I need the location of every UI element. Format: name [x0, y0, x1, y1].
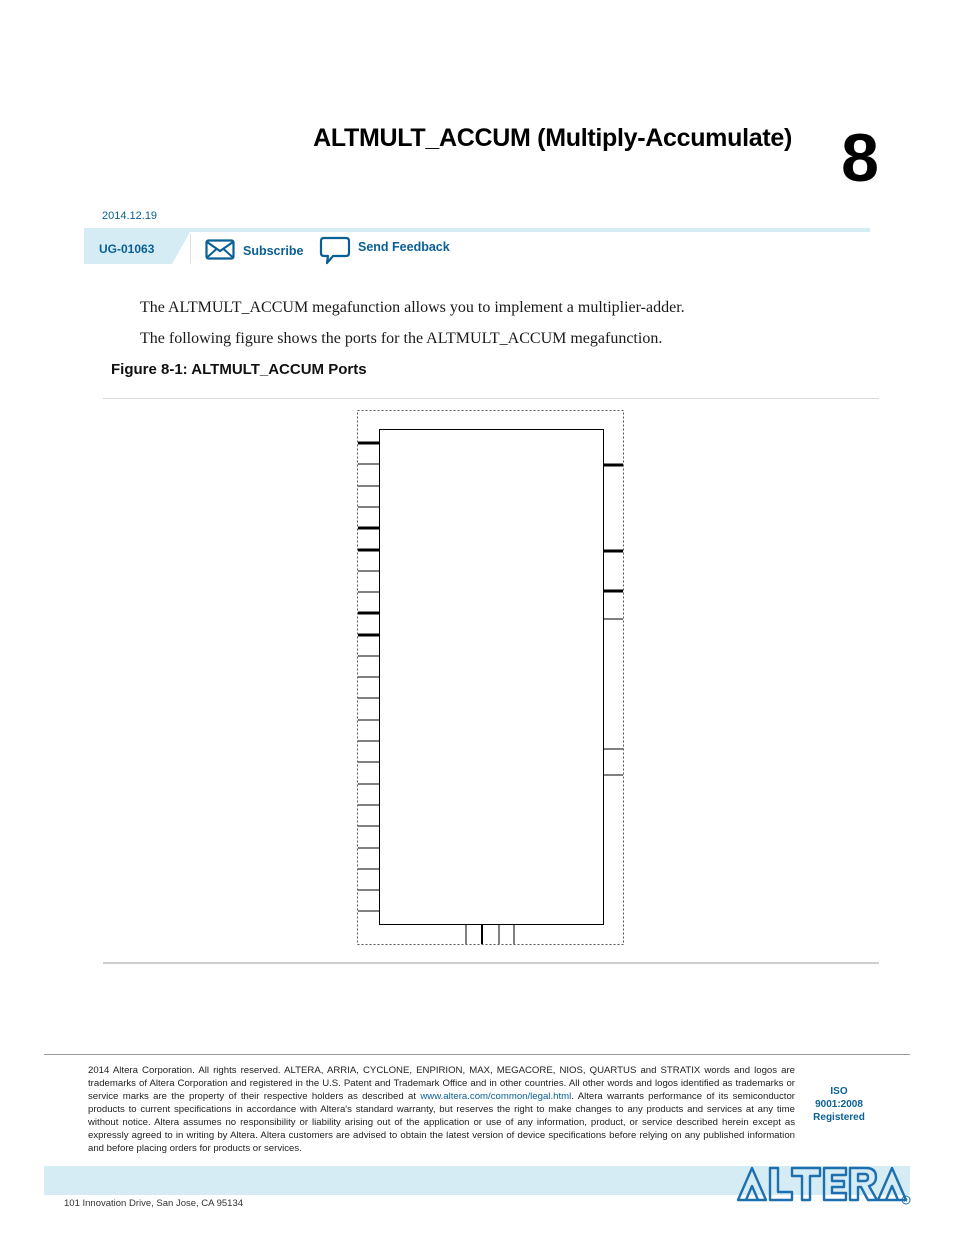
chapter-number: 8	[841, 120, 879, 196]
figure-caption: Figure 8-1: ALTMULT_ACCUM Ports	[111, 361, 367, 378]
legal-text-end: . Altera warrants performance of its semiconductor products to current specifications in accordance with Altera's standard warranty, but reserves the right to make changes to any products and services at any time without notice. Altera assumes no responsibility or liability arising out of the application or use of any information, product, or service described herein except as expressly agreed to in writing by Altera. Altera customers are advised to obtain the latest version of device specifications before relying on any published information and before placing orders for products or services.	[88, 1091, 795, 1154]
envelope-icon	[205, 239, 235, 260]
svg-text:R: R	[904, 1198, 908, 1204]
send-feedback-link[interactable]	[319, 236, 459, 266]
diagram-outer-border	[358, 411, 624, 945]
figure-rule-bottom	[103, 962, 879, 964]
ports-diagram	[350, 405, 632, 950]
speech-bubble-icon	[319, 236, 351, 266]
doc-id: UG-01063	[99, 242, 155, 256]
legal-text-start: 2014 Altera Corporation. All rights reserved. ALTERA, ARRIA, CYCLONE, ENPIRION, MAX, MEGACORE, NIOS, QUARTUS and STRATIX words and logos are trademarks of Altera Corporation and registered in the U.S. Patent and Trademark Office and in other countries. All other words and logos identified as trademarks or service marks are the property of their respective holders as described at	[88, 1065, 795, 1102]
figure-rule-top	[103, 398, 879, 399]
legal-notice	[88, 1064, 795, 1155]
header-band-top	[84, 228, 870, 232]
intro-paragraph: The ALTMULT_ACCUM megafunction allows you to implement a multiplier-adder.	[140, 299, 685, 316]
altera-logo	[734, 1162, 914, 1206]
document-date: 2014.12.19	[102, 210, 158, 222]
footer-rule	[44, 1054, 910, 1055]
subscribe-label: Subscribe	[243, 244, 304, 258]
header-separator	[190, 234, 191, 264]
iso-line-2: 9001:2008	[815, 1099, 863, 1110]
address: 101 Innovation Drive, San Jose, CA 95134	[64, 1198, 244, 1209]
subscribe-link[interactable]	[205, 238, 311, 262]
chapter-title: ALTMULT_ACCUM (Multiply-Accumulate)	[313, 124, 792, 152]
megafunction-block	[380, 430, 604, 925]
iso-line-3: Registered	[813, 1112, 865, 1123]
iso-registration	[806, 1085, 872, 1124]
legal-link[interactable]: www.altera.com/common/legal.html	[420, 1091, 572, 1102]
figure-intro-paragraph: The following figure shows the ports for the ALTMULT_ACCUM megafunction.	[140, 330, 663, 347]
iso-line-1: ISO	[830, 1086, 848, 1097]
send-feedback-label: Send Feedback	[358, 240, 450, 254]
